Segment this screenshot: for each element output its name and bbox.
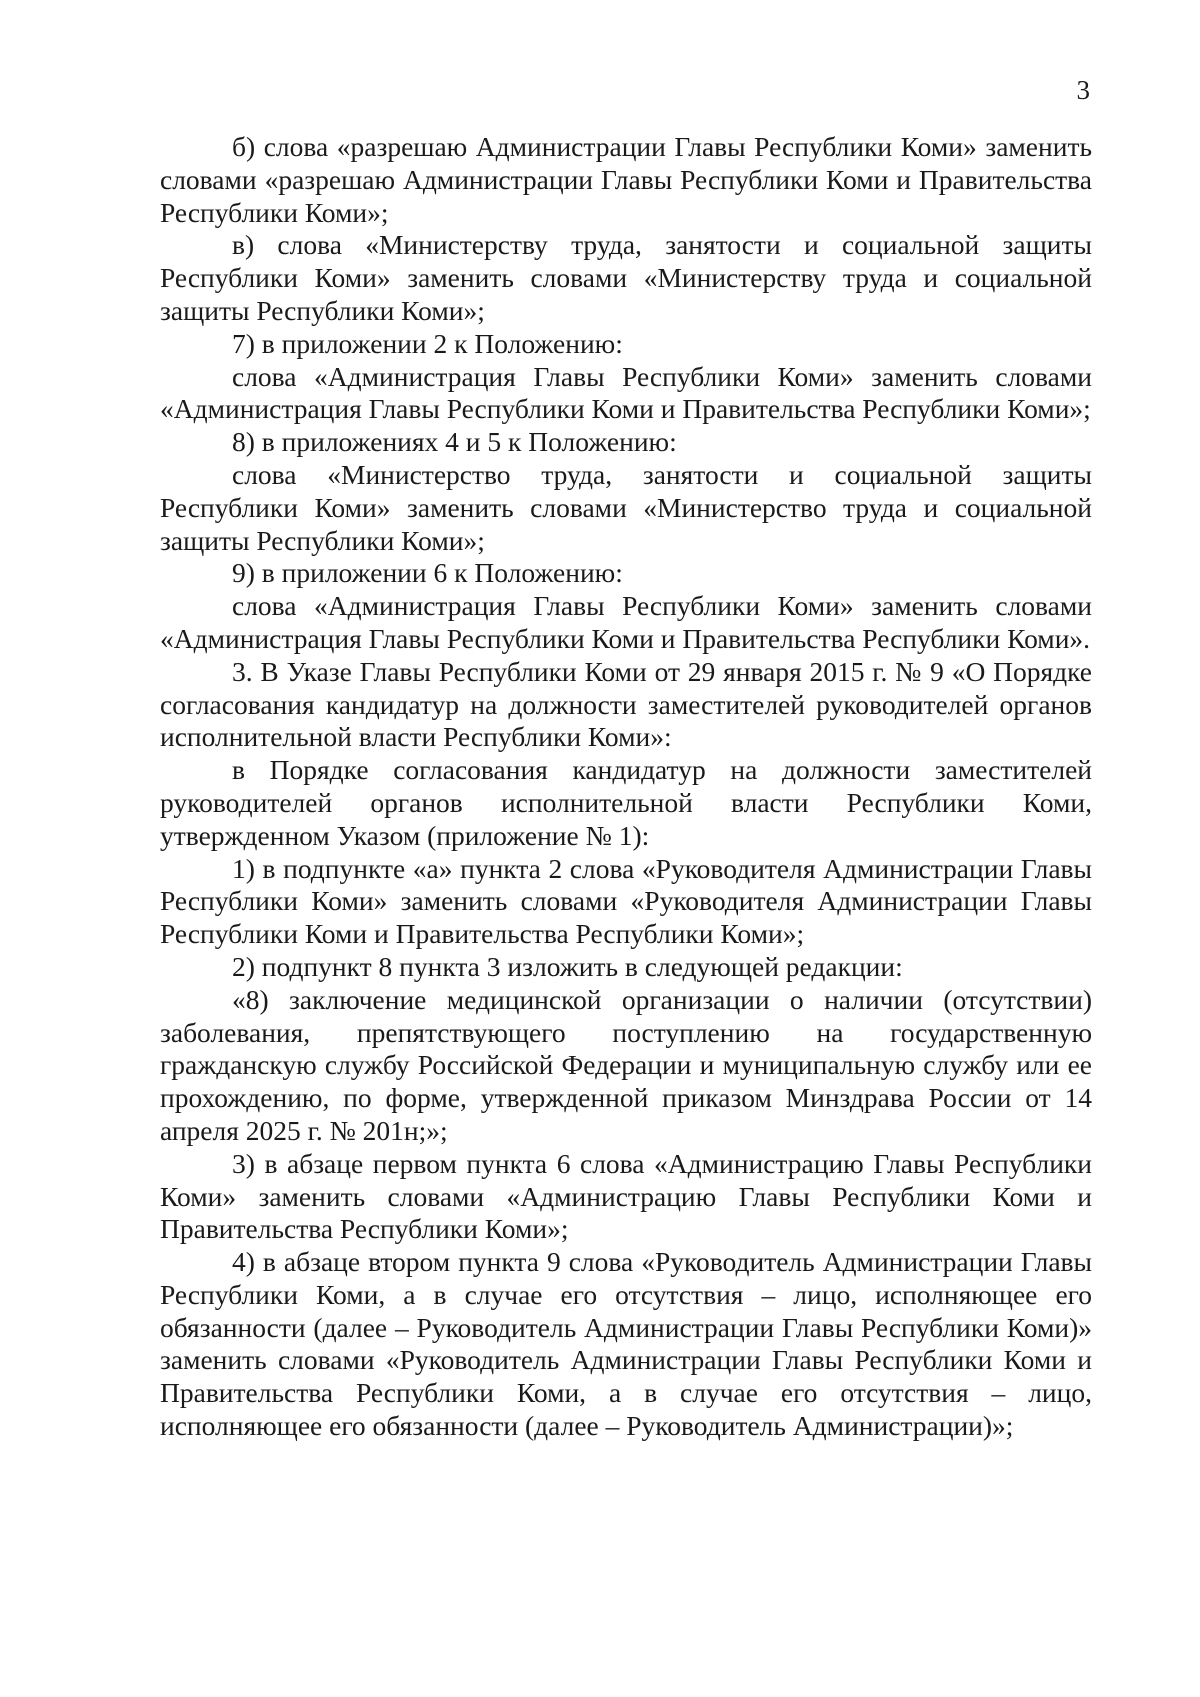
paragraph: в Порядке согласования кандидатур на должности заместителей руководителей органов исполнительной власти Республики Коми, утвержденном Указом (приложение № 1): bbox=[160, 754, 1092, 851]
paragraph: в) слова «Министерству труда, занятости и социальной защиты Республики Коми» заменить словами «Министерству труда и социальной защиты Республики Коми»; bbox=[160, 229, 1092, 326]
document-body bbox=[160, 131, 1092, 1443]
paragraph: б) слова «разрешаю Администрации Главы Республики Коми» заменить словами «разрешаю Администрации Главы Республики Коми и Правительства Республики Коми»; bbox=[160, 131, 1092, 228]
paragraph: 4) в абзаце втором пункта 9 слова «Руководитель Администрации Главы Республики Коми, а в случае его отсутствия – лицо, исполняющее его обязанности (далее – Руководитель Администрации Главы Республики Коми)» заменить словами «Руководитель Администрации Главы Республики Коми и Правительства Республики Коми, а в случае его отсутствия – лицо, исполняющее его обязанности (далее – Руководитель Администрации)»; bbox=[160, 1246, 1092, 1442]
paragraph: 3. В Указе Главы Республики Коми от 29 января 2015 г. № 9 «О Порядке согласования кандидатур на должности заместителей руководителей органов исполнительной власти Республики Коми»: bbox=[160, 655, 1092, 753]
paragraph: 3) в абзаце первом пункта 6 слова «Администрацию Главы Республики Коми» заменить словами «Администрацию Главы Республики Коми и Правительства Республики Коми»; bbox=[160, 1147, 1092, 1245]
paragraph: 1) в подпункте «а» пункта 2 слова «Руководителя Администрации Главы Республики Коми» заменить словами «Руководителя Администрации Главы Республики Коми и Правительства Республики Коми»; bbox=[160, 852, 1092, 950]
paragraph: слова «Администрация Главы Республики Коми» заменить словами «Администрация Главы Республики Коми и Правительства Республики Коми». bbox=[160, 590, 1092, 654]
paragraph: 9) в приложении 6 к Положению: bbox=[232, 557, 623, 589]
paragraph: 8) в приложениях 4 и 5 к Положению: bbox=[232, 426, 677, 458]
paragraph: 7) в приложении 2 к Положению: bbox=[232, 327, 623, 359]
paragraph: 2) подпункт 8 пункта 3 изложить в следующей редакции: bbox=[232, 950, 903, 982]
paragraph: слова «Администрация Главы Республики Коми» заменить словами «Администрация Главы Республики Коми и Правительства Республики Коми»; bbox=[160, 360, 1092, 425]
page-number: 3 bbox=[1076, 75, 1090, 105]
paragraph: «8) заключение медицинской организации о наличии (отсутствии) заболевания, препятствующего поступлению на государственную гражданскую службу Российской Федерации и муниципальную службу или ее прохождению, по форме, утвержденной приказом Минздрава России от 14 апреля 2025 г. № 201н;»; bbox=[160, 983, 1092, 1146]
paragraph: слова «Министерство труда, занятости и социальной защиты Республики Коми» заменить словами «Министерство труда и социальной защиты Республики Коми»; bbox=[160, 458, 1092, 556]
